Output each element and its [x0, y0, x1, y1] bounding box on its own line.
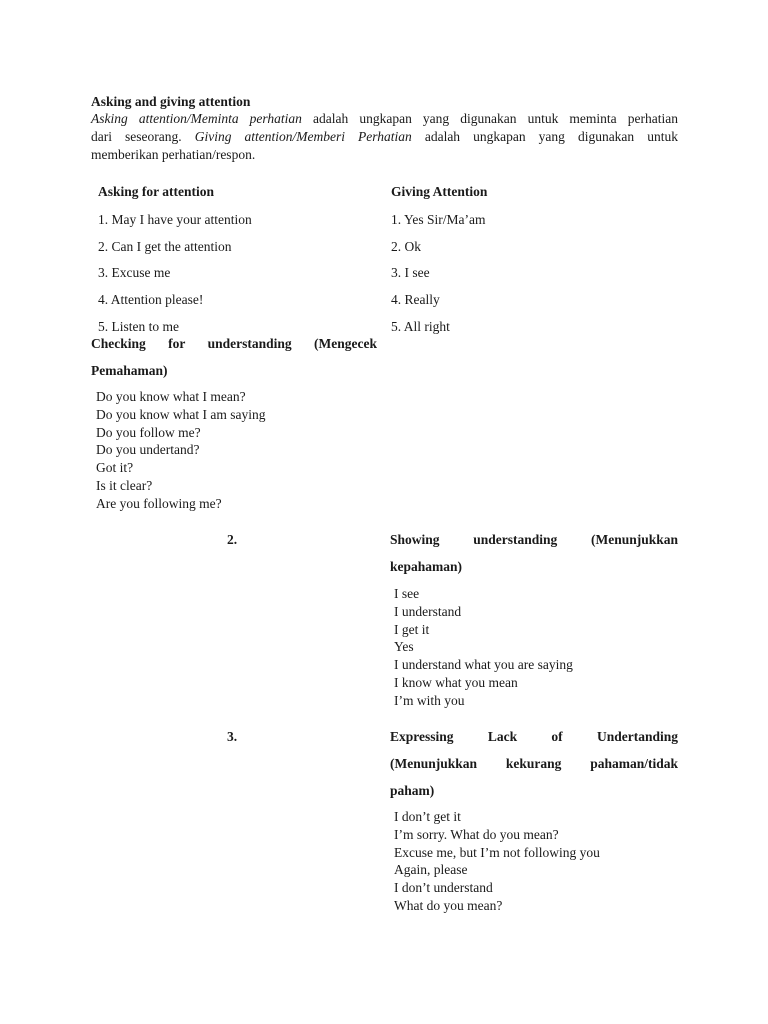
checking-item: Do you follow me? — [96, 424, 201, 440]
giving-heading: Giving Attention — [391, 184, 488, 199]
showing-item: I know what you mean — [394, 674, 518, 690]
checking-heading-line-1: Checking for understanding (Mengecek — [91, 336, 377, 351]
intro-text: dari seseorang. — [91, 129, 195, 144]
checking-item: Do you know what I am saying — [96, 406, 266, 422]
showing-heading-line-2: kepahaman) — [390, 559, 463, 574]
checking-heading-line-2: Pemahaman) — [91, 363, 168, 378]
lack-number: 3. — [227, 729, 238, 744]
asking-item: 5. Listen to me — [98, 319, 179, 334]
asking-attention-term: Asking attention/Meminta perhatian — [91, 111, 302, 126]
asking-item: 4. Attention please! — [98, 292, 204, 307]
lack-heading-line-3: paham) — [390, 783, 435, 798]
asking-item: 3. Excuse me — [98, 265, 171, 280]
showing-item: Yes — [394, 639, 414, 655]
checking-item: Are you following me? — [96, 495, 222, 511]
page-title: Asking and giving attention — [91, 94, 251, 109]
checking-item: Got it? — [96, 460, 134, 476]
giving-item: 1. Yes Sir/Ma’am — [391, 212, 486, 227]
intro-text: adalah ungkapan yang digunakan untuk meminta perhatian — [301, 111, 678, 126]
lack-item: What do you mean? — [394, 897, 503, 913]
intro-line-2 — [91, 128, 678, 146]
giving-item: 2. Ok — [391, 239, 421, 254]
checking-item: Do you undertand? — [96, 442, 200, 458]
showing-item: I understand — [394, 603, 462, 619]
intro-line-3: memberikan perhatian/respon. — [91, 147, 256, 162]
showing-list — [394, 585, 573, 710]
giving-item: 3. I see — [391, 265, 430, 280]
giving-attention-term: Giving attention/Memberi Perhatian — [194, 129, 412, 144]
lack-heading-line-1: Expressing Lack of Undertanding — [390, 729, 678, 744]
lack-item: I don’t get it — [394, 809, 461, 824]
lack-item: I’m sorry. What do you mean? — [394, 826, 559, 842]
showing-heading-line-1: Showing understanding (Menunjukkan — [390, 532, 678, 547]
intro-text: adalah ungkapan yang digunakan untuk — [411, 129, 678, 144]
checking-item: Do you know what I mean? — [96, 389, 246, 404]
intro-line-1 — [91, 110, 678, 128]
intro-paragraph — [91, 110, 678, 164]
showing-item: I see — [394, 586, 420, 601]
showing-item: I’m with you — [394, 692, 465, 708]
giving-item: 4. Really — [391, 292, 440, 307]
asking-item: 2. Can I get the attention — [98, 239, 232, 254]
asking-heading: Asking for attention — [98, 184, 215, 199]
checking-list — [96, 388, 265, 513]
showing-number: 2. — [227, 532, 238, 547]
lack-item: Excuse me, but I’m not following you — [394, 844, 600, 860]
lack-item: Again, please — [394, 862, 468, 878]
lack-item: I don’t understand — [394, 880, 493, 896]
checking-item: Is it clear? — [96, 477, 153, 493]
lack-heading-line-2: (Menunjukkan kekurang pahaman/tidak — [390, 756, 678, 771]
asking-item: 1. May I have your attention — [98, 212, 252, 227]
showing-item: I understand what you are saying — [394, 657, 573, 673]
giving-item: 5. All right — [391, 319, 450, 334]
showing-item: I get it — [394, 621, 430, 637]
lack-list — [394, 808, 600, 915]
